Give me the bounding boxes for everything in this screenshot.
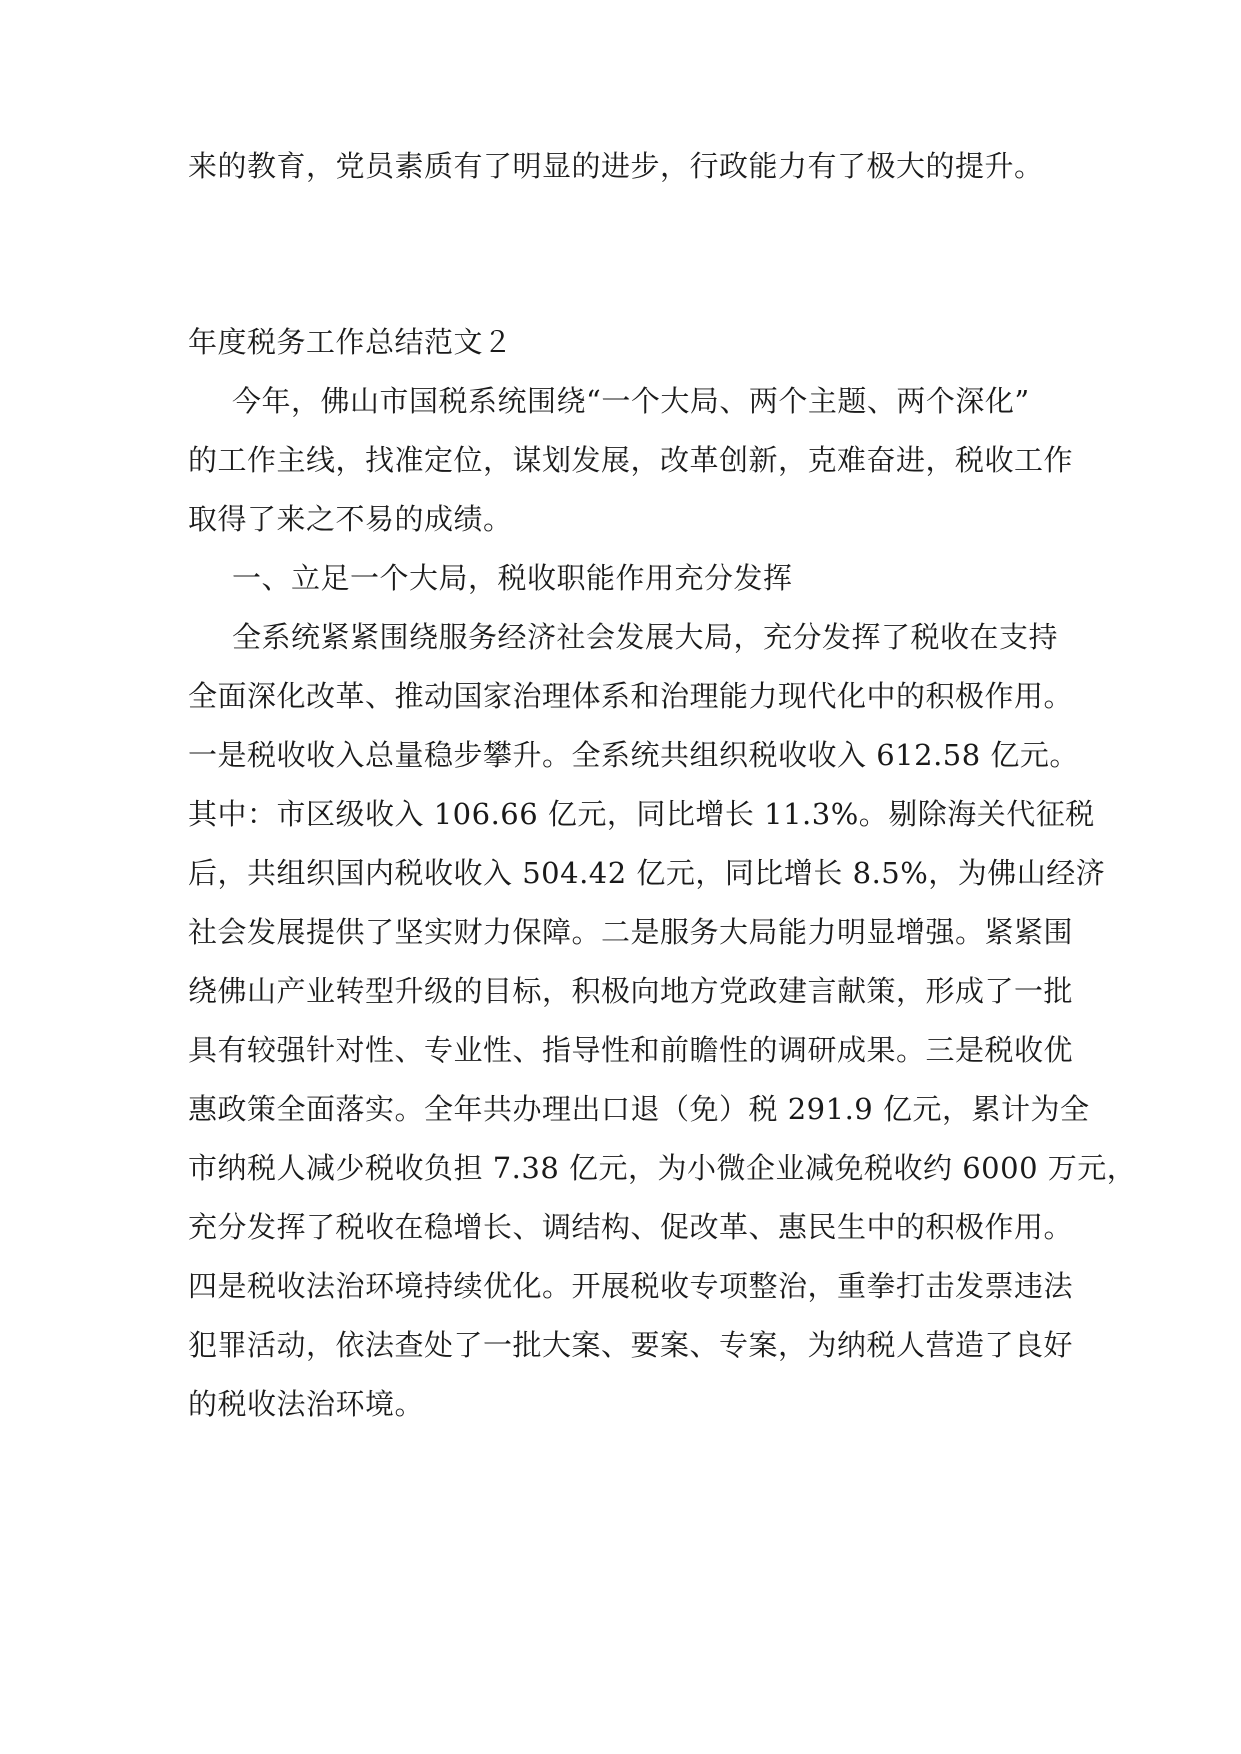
section-title: 年度税务工作总结范文２ xyxy=(188,325,513,359)
paragraph-1-line-1: 今年，佛山市国税系统围绕“一个大局、两个主题、两个深化” xyxy=(232,384,1030,418)
paragraph-1-line-3: 取得了来之不易的成绩。 xyxy=(188,502,513,536)
continuation-line: 来的教育，党员素质有了明显的进步，行政能力有了极大的提升。 xyxy=(188,149,1044,183)
paragraph-3-line-11: 充分发挥了税收在稳增长、调结构、促改革、惠民生中的积极作用。 xyxy=(188,1210,1074,1244)
paragraph-1-line-2: 的工作主线，找准定位，谋划发展，改革创新，克难奋进，税收工作 xyxy=(188,443,1074,477)
paragraph-3-line-2: 全面深化改革、推动国家治理体系和治理能力现代化中的积极作用。 xyxy=(188,679,1074,713)
paragraph-3-line-7: 绕佛山产业转型升级的目标，积极向地方党政建言献策，形成了一批 xyxy=(188,974,1074,1008)
paragraph-3-line-6: 社会发展提供了坚实财力保障。二是服务大局能力明显增强。紧紧围 xyxy=(188,915,1074,949)
paragraph-3-line-4: 其中：市区级收入 106.66 亿元，同比增长 11.3%。剔除海关代征税 xyxy=(188,797,1095,831)
paragraph-3-line-3: 一是税收收入总量稳步攀升。全系统共组织税收收入 612.58 亿元。 xyxy=(188,738,1079,772)
subsection-heading: 一、立足一个大局，税收职能作用充分发挥 xyxy=(232,561,793,595)
paragraph-3-line-14: 的税收法治环境。 xyxy=(188,1387,425,1421)
paragraph-3-line-9: 惠政策全面落实。全年共办理出口退（免）税 291.9 亿元，累计为全 xyxy=(188,1092,1090,1126)
paragraph-3-line-13: 犯罪活动，依法查处了一批大案、要案、专案，为纳税人营造了良好 xyxy=(188,1328,1074,1362)
paragraph-3-line-12: 四是税收法治环境持续优化。开展税收专项整治，重拳打击发票违法 xyxy=(188,1269,1074,1303)
paragraph-3-line-8: 具有较强针对性、专业性、指导性和前瞻性的调研成果。三是税收优 xyxy=(188,1033,1074,1067)
paragraph-3-line-1: 全系统紧紧围绕服务经济社会发展大局，充分发挥了税收在支持 xyxy=(232,620,1059,654)
paragraph-3-line-5: 后，共组织国内税收收入 504.42 亿元，同比增长 8.5%，为佛山经济 xyxy=(188,856,1106,890)
paragraph-3-line-10: 市纳税人减少税收负担 7.38 亿元，为小微企业减免税收约 6000 万元， xyxy=(188,1151,1137,1185)
